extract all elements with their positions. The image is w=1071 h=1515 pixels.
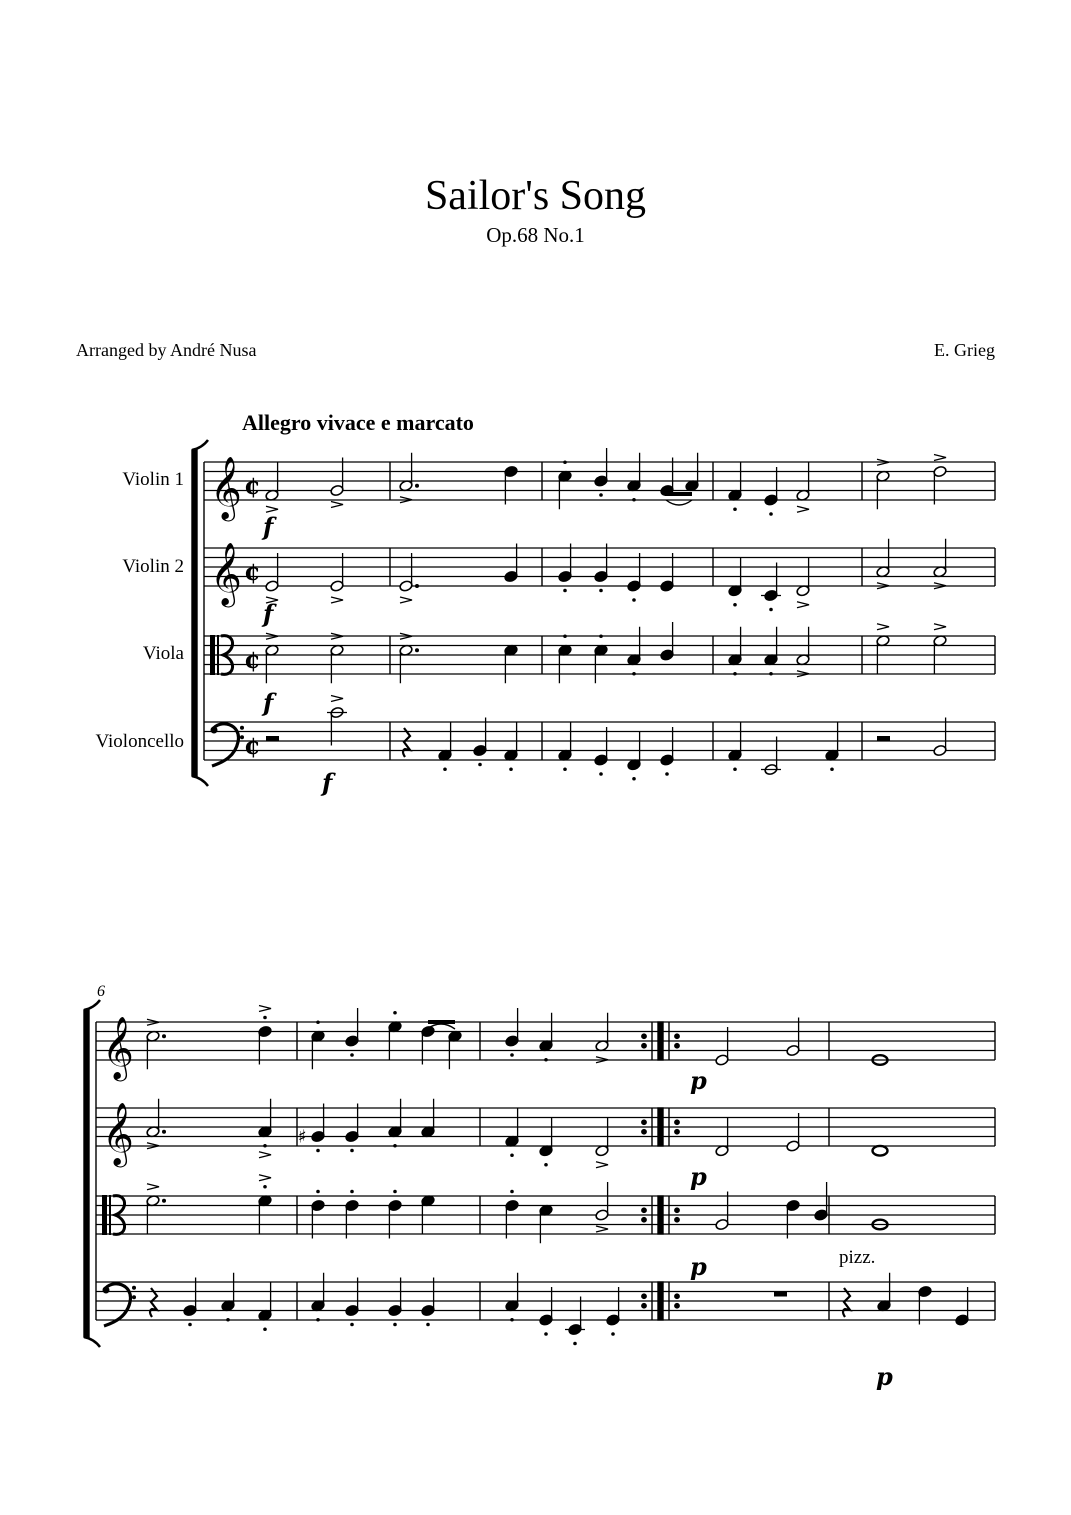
staccato-dot (226, 1318, 230, 1322)
accent-mark (877, 624, 889, 630)
staccato-dot (478, 763, 482, 767)
repeat-dot (675, 1208, 679, 1212)
staccato-dot (350, 1323, 354, 1327)
repeat-thick (658, 1022, 663, 1060)
accent-mark (596, 1162, 608, 1168)
eighth-beam (665, 492, 692, 496)
treble-clef: 𝄞 (102, 1016, 134, 1079)
arranger-credit: Arranged by André Nusa (76, 340, 257, 360)
staccato-dot (510, 1053, 514, 1057)
piece-title: Sailor's Song (424, 173, 647, 219)
augmentation-dot (162, 1130, 166, 1134)
repeat-dot (675, 1130, 679, 1134)
accent-mark (797, 602, 809, 608)
composer-credit: E. Grieg (934, 340, 995, 360)
sharp-accidental: ♯ (298, 1126, 307, 1148)
system-bracket (192, 450, 197, 776)
tempo-marking: Allegro vivace e marcato (242, 410, 474, 435)
quarter-rest (150, 1288, 157, 1317)
staccato-dot (263, 1185, 267, 1189)
staccato-dot (393, 1011, 397, 1015)
opus-subtitle: Op.68 No.1 (486, 223, 585, 247)
repeat-dot (675, 1044, 679, 1048)
repeat-dot (675, 1034, 679, 1038)
repeat-dot (642, 1304, 646, 1308)
staccato-dot (544, 1163, 548, 1167)
staccato-dot (188, 1323, 192, 1327)
system-bracket (84, 1010, 89, 1337)
alto-clef-bar (102, 1195, 107, 1235)
staccato-dot (599, 493, 603, 497)
dynamic-marking: f (322, 768, 333, 797)
staccato-dot (599, 634, 603, 638)
treble-clef: 𝄞 (102, 1102, 134, 1165)
instrument-label-violin-2: Violin 2 (122, 556, 184, 577)
slur (666, 500, 692, 505)
staccato-dot (426, 1323, 430, 1327)
bass-clef-dot (103, 1287, 110, 1294)
accent-mark (934, 624, 946, 630)
repeat-thick (658, 1282, 663, 1320)
staccato-dot (263, 1327, 267, 1331)
staccato-dot (544, 1332, 548, 1336)
staccato-dot (263, 1144, 267, 1148)
time-signature: ¢ (244, 730, 261, 760)
pizz-marking: pizz. (839, 1247, 876, 1268)
alto-clef-bar (210, 635, 215, 675)
staccato-dot (769, 608, 773, 612)
augmentation-dot (415, 484, 419, 488)
dynamic-marking: f (263, 512, 274, 541)
staccato-dot (509, 767, 513, 771)
staccato-dot (830, 767, 834, 771)
half-rest (266, 736, 279, 741)
staccato-dot (563, 460, 567, 464)
staccato-dot (316, 1020, 320, 1024)
accent-mark (934, 455, 946, 461)
bass-clef-dot (211, 727, 218, 734)
staccato-dot (769, 512, 773, 516)
repeat-dot (642, 1034, 646, 1038)
staccato-dot (316, 1190, 320, 1194)
accent-mark (596, 1226, 608, 1232)
repeat-dot (675, 1304, 679, 1308)
bracket-hook-top (192, 440, 208, 450)
accent-mark (331, 597, 343, 603)
staccato-dot (393, 1323, 397, 1327)
staccato-dot (632, 672, 636, 676)
staccato-dot (632, 498, 636, 502)
staccato-dot (510, 1153, 514, 1157)
time-signature: ¢ (244, 644, 261, 674)
repeat-dot (675, 1218, 679, 1222)
bass-clef-dot (132, 1295, 136, 1299)
staccato-dot (665, 772, 669, 776)
augmentation-dot (415, 648, 419, 652)
dynamic-marking: f (263, 599, 274, 628)
instrument-label-violin-1: Violin 1 (122, 469, 184, 490)
repeat-dot (642, 1218, 646, 1222)
bracket-hook-bottom (84, 1337, 100, 1347)
staccato-dot (733, 603, 737, 607)
repeat-dot (642, 1208, 646, 1212)
staccato-dot (733, 672, 737, 676)
quarter-rest (843, 1288, 850, 1317)
repeat-dot (675, 1294, 679, 1298)
staccato-dot (393, 1144, 397, 1148)
staccato-dot (563, 767, 567, 771)
staccato-dot (510, 1190, 514, 1194)
accent-mark (331, 502, 343, 508)
staccato-dot (611, 1332, 615, 1336)
staccato-dot (599, 772, 603, 776)
bracket-hook-top (84, 1000, 100, 1010)
repeat-dot (642, 1294, 646, 1298)
repeat-dot (642, 1044, 646, 1048)
bass-clef-dot (240, 726, 244, 730)
time-signature: ¢ (244, 556, 261, 586)
staccato-dot (316, 1149, 320, 1153)
bracket-hook-bottom (192, 776, 208, 786)
dynamic-marking: p (690, 1252, 707, 1281)
staccato-dot (350, 1053, 354, 1057)
instrument-label-violoncello: Violoncello (95, 731, 184, 752)
staccato-dot (599, 589, 603, 593)
staccato-dot (632, 777, 636, 781)
instrument-label-viola: Viola (142, 643, 184, 664)
accent-mark (147, 1184, 159, 1190)
accent-mark (259, 1006, 271, 1012)
repeat-thick (658, 1108, 663, 1146)
whole-note (873, 1146, 888, 1156)
staccato-dot (263, 1016, 267, 1020)
dynamic-marking: p (690, 1162, 707, 1191)
staccato-dot (316, 1318, 320, 1322)
staccato-dot (632, 598, 636, 602)
accent-mark (400, 597, 412, 603)
accent-mark (797, 506, 809, 512)
staccato-dot (350, 1149, 354, 1153)
repeat-dot (675, 1120, 679, 1124)
augmentation-dot (162, 1199, 166, 1203)
staccato-dot (573, 1342, 577, 1346)
augmentation-dot (162, 1034, 166, 1038)
staccato-dot (443, 767, 447, 771)
repeat-dot (642, 1120, 646, 1124)
staccato-dot (544, 1058, 548, 1062)
dynamic-marking: p (690, 1066, 707, 1095)
repeat-dot (642, 1130, 646, 1134)
staccato-dot (733, 507, 737, 511)
quarter-rest (403, 728, 410, 757)
staccato-dot (393, 1190, 397, 1194)
accent-mark (259, 1175, 271, 1181)
accent-mark (331, 696, 343, 702)
repeat-thick (658, 1196, 663, 1234)
augmentation-dot (415, 584, 419, 588)
staccato-dot (350, 1190, 354, 1194)
dynamic-marking: f (263, 688, 274, 717)
whole-rest (774, 1292, 787, 1297)
bass-clef-dot (132, 1286, 136, 1290)
staccato-dot (510, 1318, 514, 1322)
staccato-dot (769, 672, 773, 676)
staccato-dot (733, 767, 737, 771)
dynamic-marking: p (876, 1362, 893, 1391)
half-rest (877, 736, 890, 741)
eighth-beam (428, 1020, 455, 1024)
staccato-dot (563, 589, 567, 593)
staccato-dot (563, 634, 567, 638)
time-signature: ¢ (244, 470, 261, 500)
measure-number: 6 (97, 983, 105, 1000)
accent-mark (259, 1152, 271, 1158)
treble-clef: 𝄞 (210, 542, 242, 605)
treble-clef: 𝄞 (210, 456, 242, 519)
